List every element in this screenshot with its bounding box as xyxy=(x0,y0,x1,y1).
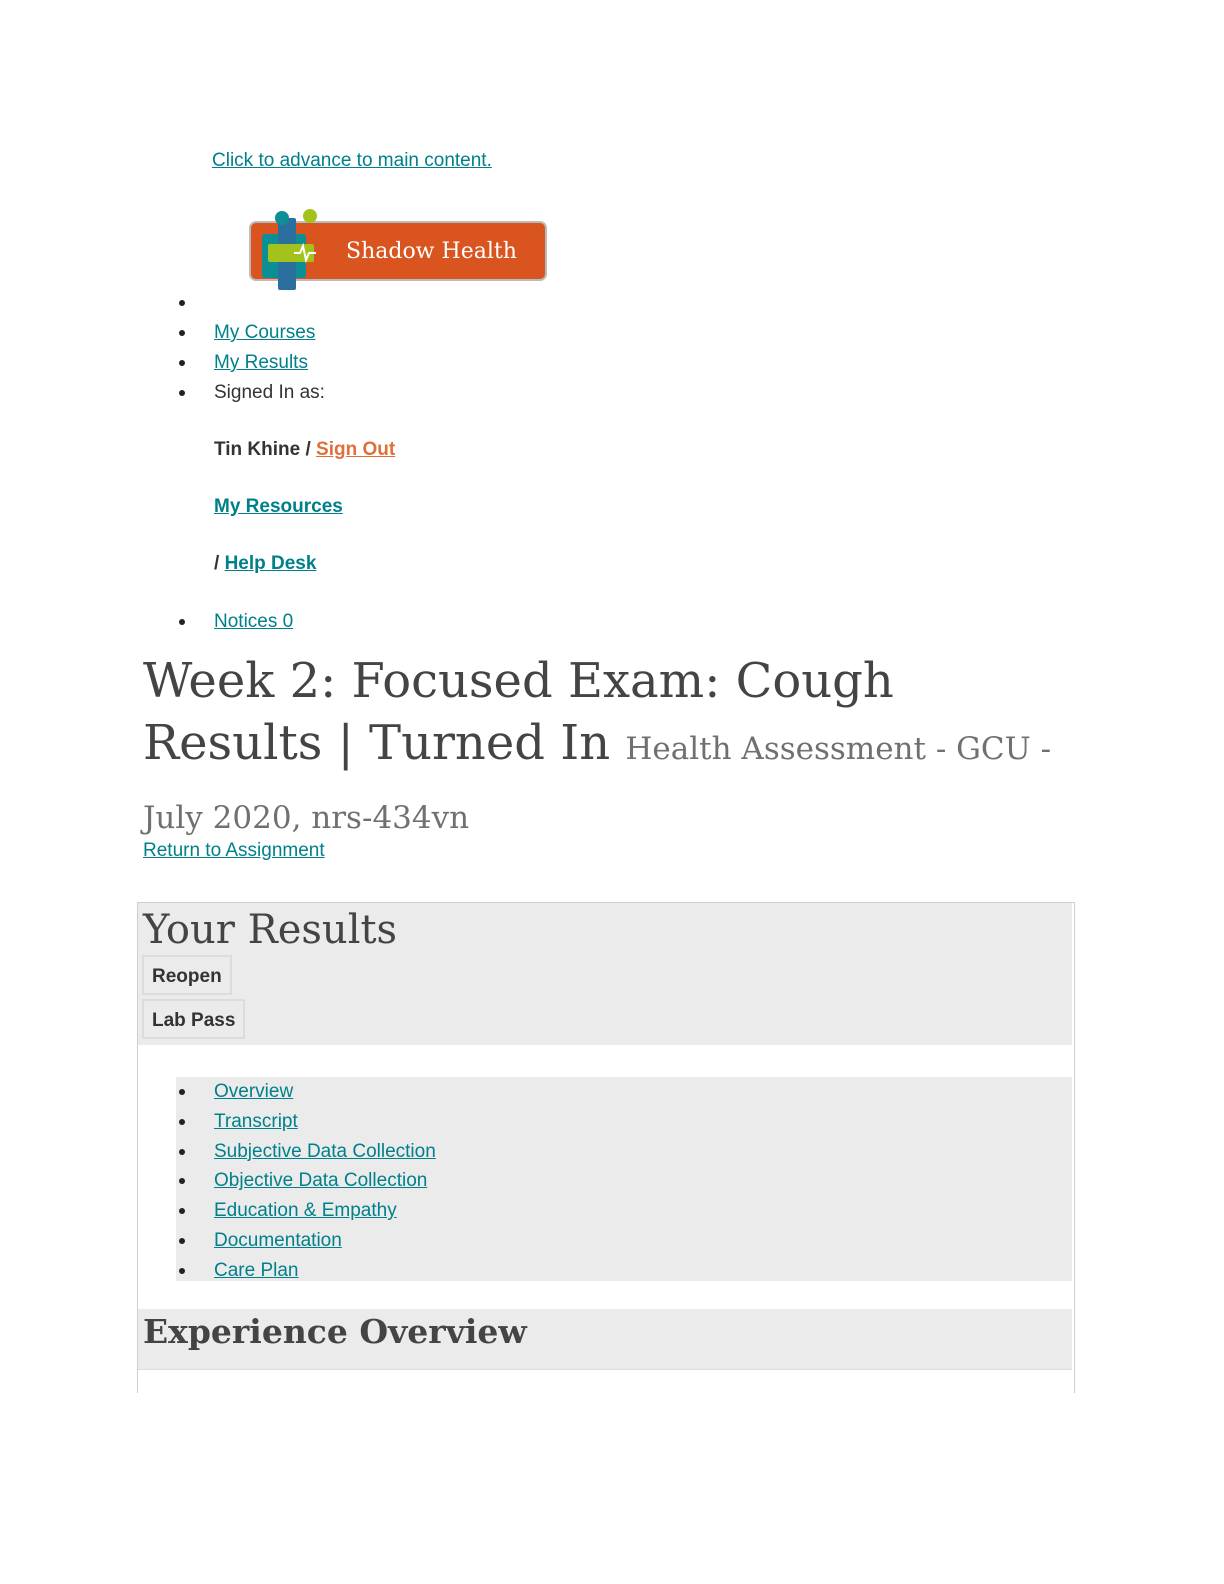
nav-item-account xyxy=(176,378,395,607)
user-block xyxy=(214,435,395,465)
tab-overview-link[interactable]: Overview xyxy=(214,1081,294,1102)
tab-objective xyxy=(176,1166,1072,1196)
help-block xyxy=(214,549,395,579)
nav-item-logo xyxy=(176,288,395,318)
lab-pass-button[interactable]: Lab Pass xyxy=(142,999,245,1039)
experience-overview-header xyxy=(138,1309,1072,1370)
shadow-health-logo[interactable] xyxy=(248,208,548,290)
tab-documentation xyxy=(176,1226,1072,1256)
signed-in-label: Signed In as: xyxy=(214,382,325,403)
my-courses-link[interactable]: My Courses xyxy=(214,322,316,343)
page-title-text: Week 2: Focused Exam: Cough Results | Turned In xyxy=(143,653,894,771)
tab-education xyxy=(176,1196,1072,1226)
nav-item-my-results xyxy=(176,348,395,378)
tab-transcript-link[interactable]: Transcript xyxy=(214,1110,298,1132)
tab-documentation-link[interactable]: Documentation xyxy=(214,1229,342,1251)
logo-text: Shadow Health xyxy=(346,239,517,264)
tab-objective-link[interactable]: Objective Data Collection xyxy=(214,1170,428,1192)
my-results-link[interactable]: My Results xyxy=(214,352,308,373)
resources-block xyxy=(214,492,395,522)
results-title: Your Results xyxy=(143,907,398,953)
results-panel xyxy=(137,902,1075,1393)
return-to-assignment-link[interactable]: Return to Assignment xyxy=(143,840,325,861)
skip-to-content-link[interactable]: Click to advance to main content. xyxy=(212,150,492,171)
course-subtitle: Health Assessment - GCU - July 2020, nrs-434vn xyxy=(143,731,1052,836)
my-resources-link[interactable]: My Resources xyxy=(214,496,343,517)
sign-out-link[interactable]: Sign Out xyxy=(316,439,396,460)
reopen-button[interactable]: Reopen xyxy=(142,955,232,995)
help-desk-link[interactable]: Help Desk xyxy=(224,553,317,574)
tab-care-plan xyxy=(176,1256,1072,1286)
tab-subjective-link[interactable]: Subjective Data Collection xyxy=(214,1140,436,1162)
page-title xyxy=(143,650,1063,850)
help-separator: / xyxy=(214,553,220,574)
tab-care-plan-link[interactable]: Care Plan xyxy=(214,1259,299,1281)
results-tabs xyxy=(176,1077,1072,1281)
experience-overview-title: Experience Overview xyxy=(143,1312,527,1351)
user-name: Tin Khine / xyxy=(214,439,311,460)
notices-link[interactable]: Notices 0 xyxy=(214,611,294,632)
nav-item-my-courses xyxy=(176,318,395,348)
tab-transcript xyxy=(176,1107,1072,1137)
tab-subjective xyxy=(176,1137,1072,1167)
nav-item-notices xyxy=(176,607,395,637)
tab-education-link[interactable]: Education & Empathy xyxy=(214,1200,397,1222)
tab-overview xyxy=(176,1077,1072,1107)
top-navigation xyxy=(176,288,395,637)
results-header xyxy=(138,903,1072,1045)
